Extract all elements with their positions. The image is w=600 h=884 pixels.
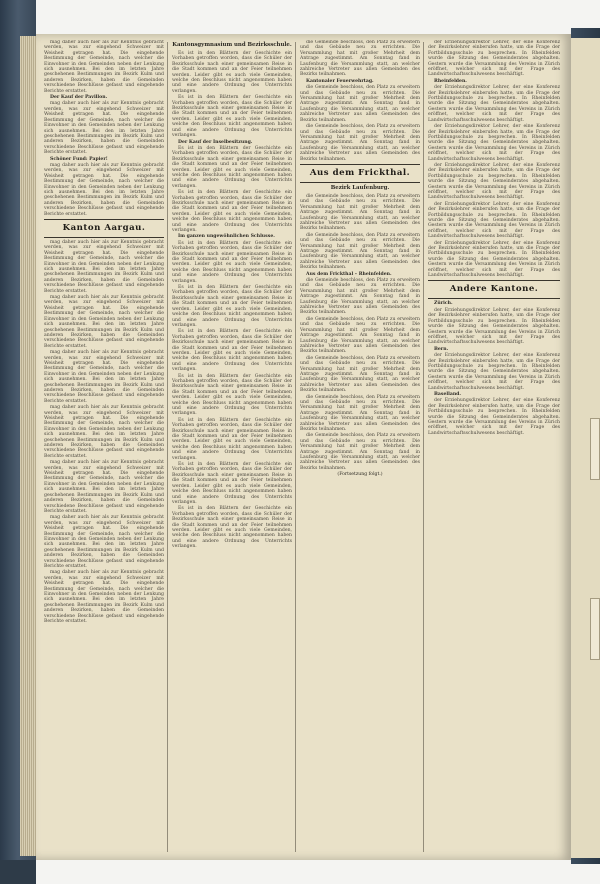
column-3-text-7: die Gemeinde beschloss, den Platz zu erweitern und das Gebäude neu zu errichten. Die Versammlung hat mit großer Mehrheit dem Antrage zugestimmt. Am Sonntag fand in Laufenburg die Versammlung statt, an welcher zahlreiche Vertreter aus allen Gemeinden des Bezirks teilnahmen. (300, 316, 420, 355)
section-rule (300, 182, 420, 183)
column-2-text-5: Es ist in den Blättern der Geschichte ein Vorhaben getroffen worden, dass die Schüler der Bezirksschule nach einer gemeinsamen Reise in die Stadt kommen und an der Feier teilnehmen werden. Leider gibt es auch viele Gemeinden, welche den Beschluss nicht angenommen haben und eine andere Ordnung des Unterrichts verlangen. (172, 240, 292, 284)
column-3-text-5: die Gemeinde beschloss, den Platz zu erweitern und das Gebäude neu zu errichten. Die Versammlung hat mit großer Mehrheit dem Antrage zugestimmt. Am Sonntag fand in Laufenburg die Versammlung statt, an welcher zahlreiche Vertreter aus allen Gemeinden des Bezirks teilnahmen. (300, 232, 420, 271)
page-tab (590, 418, 600, 480)
column-1-text-6: mag daher auch hier als zur Kenntnis gebracht werden, was zur eingehend Schweizer mit Weisheit getragen hat. Die eingehende Bestimmung der Gemeinde, nach welcher die Einwohner in den Gemeinden neben der Lenkung sich ausnehmen. Bei den im letzten Jahre geschehenen Bestimmungen im Bezirk Kulm und anderen Bezirken, haben die Gemeinden verschiedene Beschlüsse gefasst und eingehende Berichte erstattet. (44, 350, 164, 404)
column-3-text-2: die Gemeinde beschloss, den Platz zu erweitern und das Gebäude neu zu errichten. Die Versammlung hat mit großer Mehrheit dem Antrage zugestimmt. Am Sonntag fand in Laufenburg die Versammlung statt, an welcher zahlreiche Vertreter aus allen Gemeinden des Bezirks teilnahmen. (300, 85, 420, 123)
column-1-text-9: mag daher auch hier als zur Kenntnis gebracht werden, was zur eingehend Schweizer mit Weisheit getragen hat. Die eingehende Bestimmung der Gemeinde, nach welcher die Einwohner in den Gemeinden neben der Lenkung sich ausnehmen. Bei den im letzten Jahre geschehenen Bestimmungen im Bezirk Kulm und anderen Bezirken, haben die Gemeinden verschiedene Beschlüsse gefasst und eingehende Berichte erstattet. (44, 515, 164, 569)
column-3-text-3: die Gemeinde beschloss, den Platz zu erweitern und das Gebäude neu zu errichten. Die Versammlung hat mit großer Mehrheit dem Antrage zugestimmt. Am Sonntag fand in Laufenburg die Versammlung statt, an welcher zahlreiche Vertreter aus allen Gemeinden des Bezirks teilnahmen. (300, 124, 420, 162)
column-divider (167, 42, 168, 852)
column-4-text-8: der Erziehungsdirektor Lehrer, der eine Konferenz der Bezirkslehrer einberufen hatte, um die Frage der Fortbildungsschule zu besprechen. In Rheinfelden wurde die Sitzung des Gemeinderates abgehalten. Gestern wurde die Versammlung des Vereins in Zürich eröffnet, welcher sich mit der Frage des Landwirtschaftsschulwesens beschäftigt. (428, 353, 560, 391)
column-1-text-3: mag daher auch hier als zur Kenntnis gebracht werden, was zur eingehend Schweizer mit Weisheit getragen hat. Die eingehende Bestimmung der Gemeinde, nach welcher die Einwohner in den Gemeinden neben der Lenkung sich ausnehmen. Bei den im letzten Jahre geschehenen Bestimmungen im Bezirk Kulm und anderen Bezirken, haben die Gemeinden verschiedene Beschlüsse gefasst und eingehende Berichte erstattet. (44, 162, 164, 217)
column-4-heading-3: Bern. (434, 346, 449, 352)
column-3-heading-3: Aus dem Frickthal – Rheinfelden. (306, 271, 392, 277)
section-heading-frickthal: Aus dem Frickthal. (309, 167, 411, 178)
column-1-text-10: mag daher auch hier als zur Kenntnis gebracht werden, was zur eingehend Schweizer mit Weisheit getragen hat. Die eingehende Bestimmung der Gemeinde, nach welcher die Einwohner in den Gemeinden neben der Lenkung sich ausnehmen. Bei den im letzten Jahre geschehenen Bestimmungen im Bezirk Kulm und anderen Bezirken, haben die Gemeinden verschiedene Beschlüsse gefasst und eingehende Berichte erstattet. (44, 570, 164, 625)
newspaper-page (36, 34, 571, 860)
column-2-text-11: Es ist in den Blättern der Geschichte ein Vorhaben getroffen worden, dass die Schüler der Bezirksschule nach einer gemeinsamen Reise in die Stadt kommen und an der Feier teilnehmen werden. Leider gibt es auch viele Gemeinden, welche den Beschluss nicht angenommen haben und eine andere Ordnung des Unterrichts verlangen. (172, 506, 292, 550)
column-4-text-9: der Erziehungsdirektor Lehrer, der eine Konferenz der Bezirkslehrer einberufen hatte, um die Frage der Fortbildungsschule zu besprechen. In Rheinfelden wurde die Sitzung des Gemeinderates abgehalten. Gestern wurde die Versammlung des Vereins in Zürich eröffnet, welcher sich mit der Frage des Landwirtschaftsschulwesens beschäftigt. (428, 398, 560, 436)
column-1-heading-1: Der Kauf der Pavillon. (50, 95, 108, 101)
column-4-text-5: der Erziehungsdirektor Lehrer, der eine Konferenz der Bezirkslehrer einberufen hatte, um die Frage der Fortbildungsschule zu besprechen. In Rheinfelden wurde die Sitzung des Gemeinderates abgehalten. Gestern wurde die Versammlung des Vereins in Zürich eröffnet, welcher sich mit der Frage des Landwirtschaftsschulwesens beschäftigt. (428, 201, 560, 240)
column-2-text-2: Es ist in den Blättern der Geschichte ein Vorhaben getroffen worden, dass die Schüler der Bezirksschule nach einer gemeinsamen Reise in die Stadt kommen und an der Feier teilnehmen werden. Leider gibt es auch viele Gemeinden, welche den Beschluss nicht angenommen haben und eine andere Ordnung des Unterrichts verlangen. (172, 95, 292, 139)
column-2-heading-1: Kantonsgymnasium und Bezirksschule. (172, 42, 292, 48)
column-2-text-6: Es ist in den Blättern der Geschichte ein Vorhaben getroffen worden, dass die Schüler der Bezirksschule nach einer gemeinsamen Reise in die Stadt kommen und an der Feier teilnehmen werden. Leider gibt es auch viele Gemeinden, welche den Beschluss nicht angenommen haben und eine andere Ordnung des Unterrichts verlangen. (172, 285, 292, 328)
page-tab (590, 598, 600, 660)
column-2-heading-3: Im ganzen ungewöhnlichen Schlusse. (178, 234, 275, 240)
column-4-text-1: der Erziehungsdirektor Lehrer, der eine Konferenz der Bezirkslehrer einberufen hatte, um die Frage der Fortbildungsschule zu besprechen. In Rheinfelden wurde die Sitzung des Gemeinderates abgehalten. Gestern wurde die Versammlung des Vereins in Zürich eröffnet, welcher sich mit der Frage des Landwirtschaftsschulwesens beschäftigt. (428, 40, 560, 78)
column-3-text-8: die Gemeinde beschloss, den Platz zu erweitern und das Gebäude neu zu errichten. Die Versammlung hat mit großer Mehrheit dem Antrage zugestimmt. Am Sonntag fand in Laufenburg die Versammlung statt, an welcher zahlreiche Vertreter aus allen Gemeinden des Bezirks teilnahmen. (300, 355, 420, 394)
column-2-text-1: Es ist in den Blättern der Geschichte ein Vorhaben getroffen worden, dass die Schüler der Bezirksschule nach einer gemeinsamen Reise in die Stadt kommen und an der Feier teilnehmen werden. Leider gibt es auch viele Gemeinden, welche den Beschluss nicht angenommen haben und eine andere Ordnung des Unterrichts verlangen. (172, 51, 292, 94)
column-4-heading-1: Rheinfelden. (434, 78, 467, 84)
column-3-text-4: die Gemeinde beschloss, den Platz zu erweitern und das Gebäude neu zu errichten. Die Versammlung hat mit großer Mehrheit dem Antrage zugestimmt. Am Sonntag fand in Laufenburg die Versammlung statt, an welcher zahlreiche Vertreter aus allen Gemeinden des Bezirks teilnahmen. (300, 193, 420, 232)
column-1-heading-2: Schöner Fund: Papier! (50, 156, 108, 162)
column-2-text-9: Es ist in den Blättern der Geschichte ein Vorhaben getroffen worden, dass die Schüler der Bezirksschule nach einer gemeinsamen Reise in die Stadt kommen und an der Feier teilnehmen werden. Leider gibt es auch viele Gemeinden, welche den Beschluss nicht angenommen haben und eine andere Ordnung des Unterrichts verlangen. (172, 417, 292, 461)
page-stack-edge (20, 36, 36, 856)
column-1-text: mag daher auch hier als zur Kenntnis gebracht werden, was zur eingehend Schweizer mit Weisheit getragen hat. Die eingehende Bestimmung der Gemeinde, nach welcher die Einwohner in den Gemeinden neben der Lenkung sich ausnehmen. Bei den im letzten Jahre geschehenen Bestimmungen im Bezirk Kulm und anderen Bezirken, haben die Gemeinden verschiedene Beschlüsse gefasst und eingehende Berichte erstattet. (44, 40, 164, 94)
section-rule (428, 298, 560, 299)
column-3-heading-2: Bezirk Laufenburg. (330, 184, 390, 191)
column-4-heading-4: Baselland. (434, 391, 461, 397)
column-2 (172, 40, 292, 854)
column-2-text-4: Es ist in den Blättern der Geschichte ein Vorhaben getroffen worden, dass die Schüler der Bezirksschule nach einer gemeinsamen Reise in die Stadt kommen und an der Feier teilnehmen werden. Leider gibt es auch viele Gemeinden, welche den Beschluss nicht angenommen haben und eine andere Ordnung des Unterrichts verlangen. (172, 190, 292, 233)
section-rule (44, 237, 164, 238)
column-1-text-4: mag daher auch hier als zur Kenntnis gebracht werden, was zur eingehend Schweizer mit Weisheit getragen hat. Die eingehende Bestimmung der Gemeinde, nach welcher die Einwohner in den Gemeinden neben der Lenkung sich ausnehmen. Bei den im letzten Jahre geschehenen Bestimmungen im Bezirk Kulm und anderen Bezirken, haben die Gemeinden verschiedene Beschlüsse gefasst und eingehende Berichte erstattet. (44, 240, 164, 294)
section-heading-aargau: Kanton Aargau. (62, 223, 146, 233)
column-4-text-6: der Erziehungsdirektor Lehrer, der eine Konferenz der Bezirkslehrer einberufen hatte, um die Frage der Fortbildungsschule zu besprechen. In Rheinfelden wurde die Sitzung des Gemeinderates abgehalten. Gestern wurde die Versammlung des Vereins in Zürich eröffnet, welcher sich mit der Frage des Landwirtschaftsschulwesens beschäftigt. (428, 240, 560, 279)
column-1-text-5: mag daher auch hier als zur Kenntnis gebracht werden, was zur eingehend Schweizer mit Weisheit getragen hat. Die eingehende Bestimmung der Gemeinde, nach welcher die Einwohner in den Gemeinden neben der Lenkung sich ausnehmen. Bei den im letzten Jahre geschehenen Bestimmungen im Bezirk Kulm und anderen Bezirken, haben die Gemeinden verschiedene Beschlüsse gefasst und eingehende Berichte erstattet. (44, 295, 164, 349)
column-divider (423, 42, 424, 852)
section-rule (428, 280, 560, 281)
column-2-text-8: Es ist in den Blättern der Geschichte ein Vorhaben getroffen worden, dass die Schüler der Bezirksschule nach einer gemeinsamen Reise in die Stadt kommen und an der Feier teilnehmen werden. Leider gibt es auch viele Gemeinden, welche den Beschluss nicht angenommen haben und eine andere Ordnung des Unterrichts verlangen. (172, 373, 292, 417)
column-1-text-2: mag daher auch hier als zur Kenntnis gebracht werden, was zur eingehend Schweizer mit Weisheit getragen hat. Die eingehende Bestimmung der Gemeinde, nach welcher die Einwohner in den Gemeinden neben der Lenkung sich ausnehmen. Bei den im letzten Jahre geschehenen Bestimmungen im Bezirk Kulm und anderen Bezirken, haben die Gemeinden verschiedene Beschlüsse gefasst und eingehende Berichte erstattet. (44, 101, 164, 156)
column-4-text-2: der Erziehungsdirektor Lehrer, der eine Konferenz der Bezirkslehrer einberufen hatte, um die Frage der Fortbildungsschule zu besprechen. In Rheinfelden wurde die Sitzung des Gemeinderates abgehalten. Gestern wurde die Versammlung des Vereins in Zürich eröffnet, welcher sich mit der Frage des Landwirtschaftsschulwesens beschäftigt. (428, 85, 560, 123)
column-2-heading-2: Der Kauf der Inselbesitzung. (178, 139, 253, 145)
binding-base (0, 860, 36, 884)
column-1-text-7: mag daher auch hier als zur Kenntnis gebracht werden, was zur eingehend Schweizer mit Weisheit getragen hat. Die eingehende Bestimmung der Gemeinde, nach welcher die Einwohner in den Gemeinden neben der Lenkung sich ausnehmen. Bei den im letzten Jahre geschehenen Bestimmungen im Bezirk Kulm und anderen Bezirken, haben die Gemeinden verschiedene Beschlüsse gefasst und eingehende Berichte erstattet. (44, 405, 164, 459)
column-1 (44, 40, 164, 854)
column-3-text-6: die Gemeinde beschloss, den Platz zu erweitern und das Gebäude neu zu errichten. Die Versammlung hat mit großer Mehrheit dem Antrage zugestimmt. Am Sonntag fand in Laufenburg die Versammlung statt, an welcher zahlreiche Vertreter aus allen Gemeinden des Bezirks teilnahmen. (300, 278, 420, 316)
column-4 (428, 40, 560, 854)
column-4-text-3: der Erziehungsdirektor Lehrer, der eine Konferenz der Bezirkslehrer einberufen hatte, um die Frage der Fortbildungsschule zu besprechen. In Rheinfelden wurde die Sitzung des Gemeinderates abgehalten. Gestern wurde die Versammlung des Vereins in Zürich eröffnet, welcher sich mit der Frage des Landwirtschaftsschulwesens beschäftigt. (428, 124, 560, 162)
column-2-text-7: Es ist in den Blättern der Geschichte ein Vorhaben getroffen worden, dass die Schüler der Bezirksschule nach einer gemeinsamen Reise in die Stadt kommen und an der Feier teilnehmen werden. Leider gibt es auch viele Gemeinden, welche den Beschluss nicht angenommen haben und eine andere Ordnung des Unterrichts verlangen. (172, 329, 292, 373)
column-3-text-9: die Gemeinde beschloss, den Platz zu erweitern und das Gebäude neu zu errichten. Die Versammlung hat mit großer Mehrheit dem Antrage zugestimmt. Am Sonntag fand in Laufenburg die Versammlung statt, an welcher zahlreiche Vertreter aus allen Gemeinden des Bezirks teilnahmen. (300, 394, 420, 432)
continued-note: (Fortsetzung folgt.) (337, 472, 383, 478)
column-4-heading-2: Zürich. (434, 301, 453, 307)
column-3-text-10: die Gemeinde beschloss, den Platz zu erweitern und das Gebäude neu zu errichten. Die Versammlung hat mit großer Mehrheit dem Antrage zugestimmt. Am Sonntag fand in Laufenburg die Versammlung statt, an welcher zahlreiche Vertreter aus allen Gemeinden des Bezirks teilnahmen. (300, 433, 420, 471)
section-rule (300, 164, 420, 165)
facing-page-edge (571, 38, 600, 858)
column-1-text-8: mag daher auch hier als zur Kenntnis gebracht werden, was zur eingehend Schweizer mit Weisheit getragen hat. Die eingehende Bestimmung der Gemeinde, nach welcher die Einwohner in den Gemeinden neben der Lenkung sich ausnehmen. Bei den im letzten Jahre geschehenen Bestimmungen im Bezirk Kulm und anderen Bezirken, haben die Gemeinden verschiedene Beschlüsse gefasst und eingehende Berichte erstattet. (44, 460, 164, 514)
column-2-text-3: Es ist in den Blättern der Geschichte ein Vorhaben getroffen worden, dass die Schüler der Bezirksschule nach einer gemeinsamen Reise in die Stadt kommen und an der Feier teilnehmen werden. Leider gibt es auch viele Gemeinden, welche den Beschluss nicht angenommen haben und eine andere Ordnung des Unterrichts verlangen. (172, 145, 292, 189)
section-rule (44, 219, 164, 220)
column-4-text-7: der Erziehungsdirektor Lehrer, der eine Konferenz der Bezirkslehrer einberufen hatte, um die Frage der Fortbildungsschule zu besprechen. In Rheinfelden wurde die Sitzung des Gemeinderates abgehalten. Gestern wurde die Versammlung des Vereins in Zürich eröffnet, welcher sich mit der Frage des Landwirtschaftsschulwesens beschäftigt. (428, 307, 560, 346)
column-divider (295, 42, 296, 852)
column-3-heading-1: Kantonaler Feuerwehrtag. (306, 78, 374, 84)
column-3-text-1: die Gemeinde beschloss, den Platz zu erweitern und das Gebäude neu zu errichten. Die Versammlung hat mit großer Mehrheit dem Antrage zugestimmt. Am Sonntag fand in Laufenburg die Versammlung statt, an welcher zahlreiche Vertreter aus allen Gemeinden des Bezirks teilnahmen. (300, 40, 420, 78)
section-heading-andere-kantone: Andere Kantone. (449, 284, 539, 295)
column-4-text-4: der Erziehungsdirektor Lehrer, der eine Konferenz der Bezirkslehrer einberufen hatte, um die Frage der Fortbildungsschule zu besprechen. In Rheinfelden wurde die Sitzung des Gemeinderates abgehalten. Gestern wurde die Versammlung des Vereins in Zürich eröffnet, welcher sich mit der Frage des Landwirtschaftsschulwesens beschäftigt. (428, 162, 560, 201)
column-3 (300, 40, 420, 854)
column-2-text-10: Es ist in den Blättern der Geschichte ein Vorhaben getroffen worden, dass die Schüler der Bezirksschule nach einer gemeinsamen Reise in die Stadt kommen und an der Feier teilnehmen werden. Leider gibt es auch viele Gemeinden, welche den Beschluss nicht angenommen haben und eine andere Ordnung des Unterrichts verlangen. (172, 462, 292, 505)
